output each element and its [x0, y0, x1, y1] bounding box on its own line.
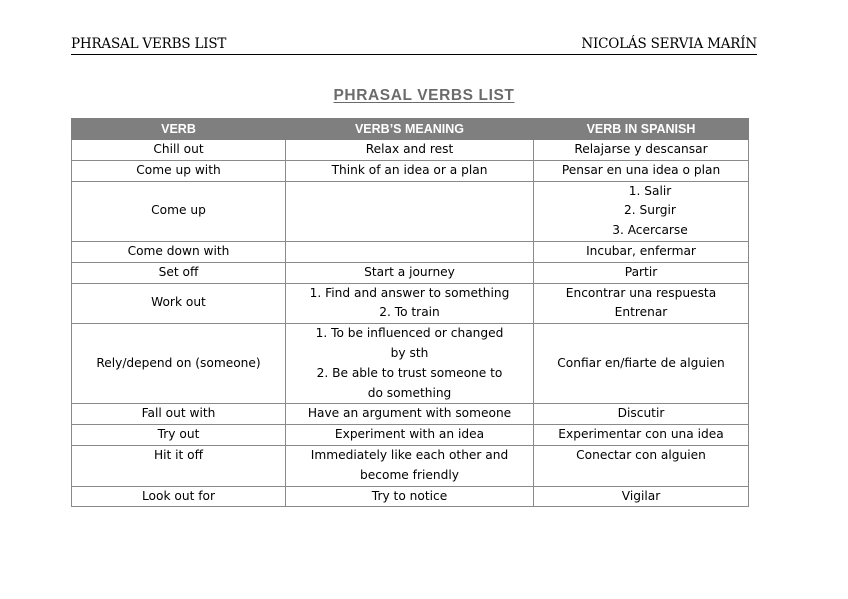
spanish-line: Pensar en una idea o plan	[561, 162, 721, 177]
column-header-spanish: VERB IN SPANISH	[534, 119, 749, 140]
meaning-line: Experiment with an idea	[334, 427, 485, 442]
meaning-cell	[286, 160, 534, 181]
verb-cell: Try out	[72, 425, 286, 446]
meaning-cell	[286, 445, 534, 486]
meaning-line: 2. Be able to trust someone to	[316, 365, 503, 380]
verb-cell: Come up with	[72, 160, 286, 181]
verb-cell: Hit it off	[72, 445, 286, 486]
table-row	[72, 140, 749, 161]
table-row	[72, 181, 749, 241]
meaning-cell	[286, 324, 534, 404]
table-row	[72, 324, 749, 404]
verb-cell: Work out	[72, 283, 286, 324]
table-row	[72, 283, 749, 324]
verb-cell: Rely/depend on (someone)	[72, 324, 286, 404]
spanish-cell	[534, 404, 749, 425]
meaning-line: 2. To train	[379, 305, 440, 320]
spanish-line: 2. Surgir	[624, 203, 676, 218]
spanish-line: Incubar, enfermar	[586, 243, 696, 258]
spanish-cell	[534, 324, 749, 404]
spanish-line: Experimentar con una idea	[558, 427, 724, 442]
table-row	[72, 486, 749, 507]
meaning-line: 1. To be influenced or changed	[315, 326, 504, 341]
spanish-cell	[534, 241, 749, 262]
table-header-row	[72, 119, 749, 140]
meaning-cell	[286, 486, 534, 507]
spanish-line: Vigilar	[621, 488, 661, 503]
spanish-cell	[534, 445, 749, 486]
spanish-cell	[534, 262, 749, 283]
meaning-line: Relax and rest	[365, 142, 454, 156]
meaning-line: Start a journey	[364, 264, 455, 279]
header-right: NICOLÁS SERVIA MARÍN	[581, 36, 757, 52]
meaning-cell	[286, 425, 534, 446]
meaning-cell	[286, 404, 534, 425]
meaning-line: 1. Find and answer to something	[309, 285, 510, 300]
meaning-cell	[286, 140, 534, 161]
table-row	[72, 425, 749, 446]
document-title-text: PHRASAL VERBS LIST	[333, 87, 515, 104]
spanish-line: Discutir	[617, 406, 665, 421]
spanish-line: Entrenar	[614, 305, 668, 320]
table-row	[72, 404, 749, 425]
meaning-cell	[286, 262, 534, 283]
meaning-line: do something	[367, 385, 452, 400]
phrasal-verbs-table	[71, 118, 749, 507]
meaning-cell	[286, 283, 534, 324]
spanish-cell	[534, 181, 749, 241]
document-title	[0, 87, 848, 105]
spanish-line: Confiar en/fiarte de alguien	[557, 355, 725, 370]
spanish-line: 3. Acercarse	[612, 223, 688, 238]
verb-cell: Come down with	[72, 241, 286, 262]
column-header-verb: VERB	[72, 119, 286, 140]
verb-cell: Come up	[72, 181, 286, 241]
column-header-meaning: VERB’S MEANING	[286, 119, 534, 140]
spanish-line: Partir	[624, 264, 658, 279]
meaning-line: by sth	[390, 345, 429, 360]
spanish-line: Encontrar una respuesta	[565, 285, 717, 300]
verb-cell: Look out for	[72, 486, 286, 507]
spanish-cell	[534, 486, 749, 507]
verb-cell: Set off	[72, 262, 286, 283]
verb-cell: Chill out	[72, 140, 286, 161]
meaning-cell	[286, 181, 534, 241]
page-header	[71, 36, 757, 55]
spanish-cell	[534, 283, 749, 324]
verb-cell: Fall out with	[72, 404, 286, 425]
meaning-line: become friendly	[360, 467, 459, 482]
meaning-line: Immediately like each other and	[310, 447, 509, 462]
spanish-cell	[534, 160, 749, 181]
meaning-line: Have an argument with someone	[307, 406, 512, 421]
spanish-cell	[534, 425, 749, 446]
table-row	[72, 445, 749, 486]
spanish-line: 1. Salir	[628, 183, 672, 198]
header-left: PHRASAL VERBS LIST	[71, 36, 227, 52]
spanish-cell	[534, 140, 749, 161]
table-row	[72, 160, 749, 181]
table-row	[72, 262, 749, 283]
spanish-line: Conectar con alguien	[576, 447, 706, 462]
meaning-line: Think of an idea or a plan	[331, 162, 488, 177]
meaning-cell	[286, 241, 534, 262]
table-row	[72, 241, 749, 262]
spanish-line: Relajarse y descansar	[574, 142, 708, 156]
meaning-line: Try to notice	[371, 488, 448, 503]
